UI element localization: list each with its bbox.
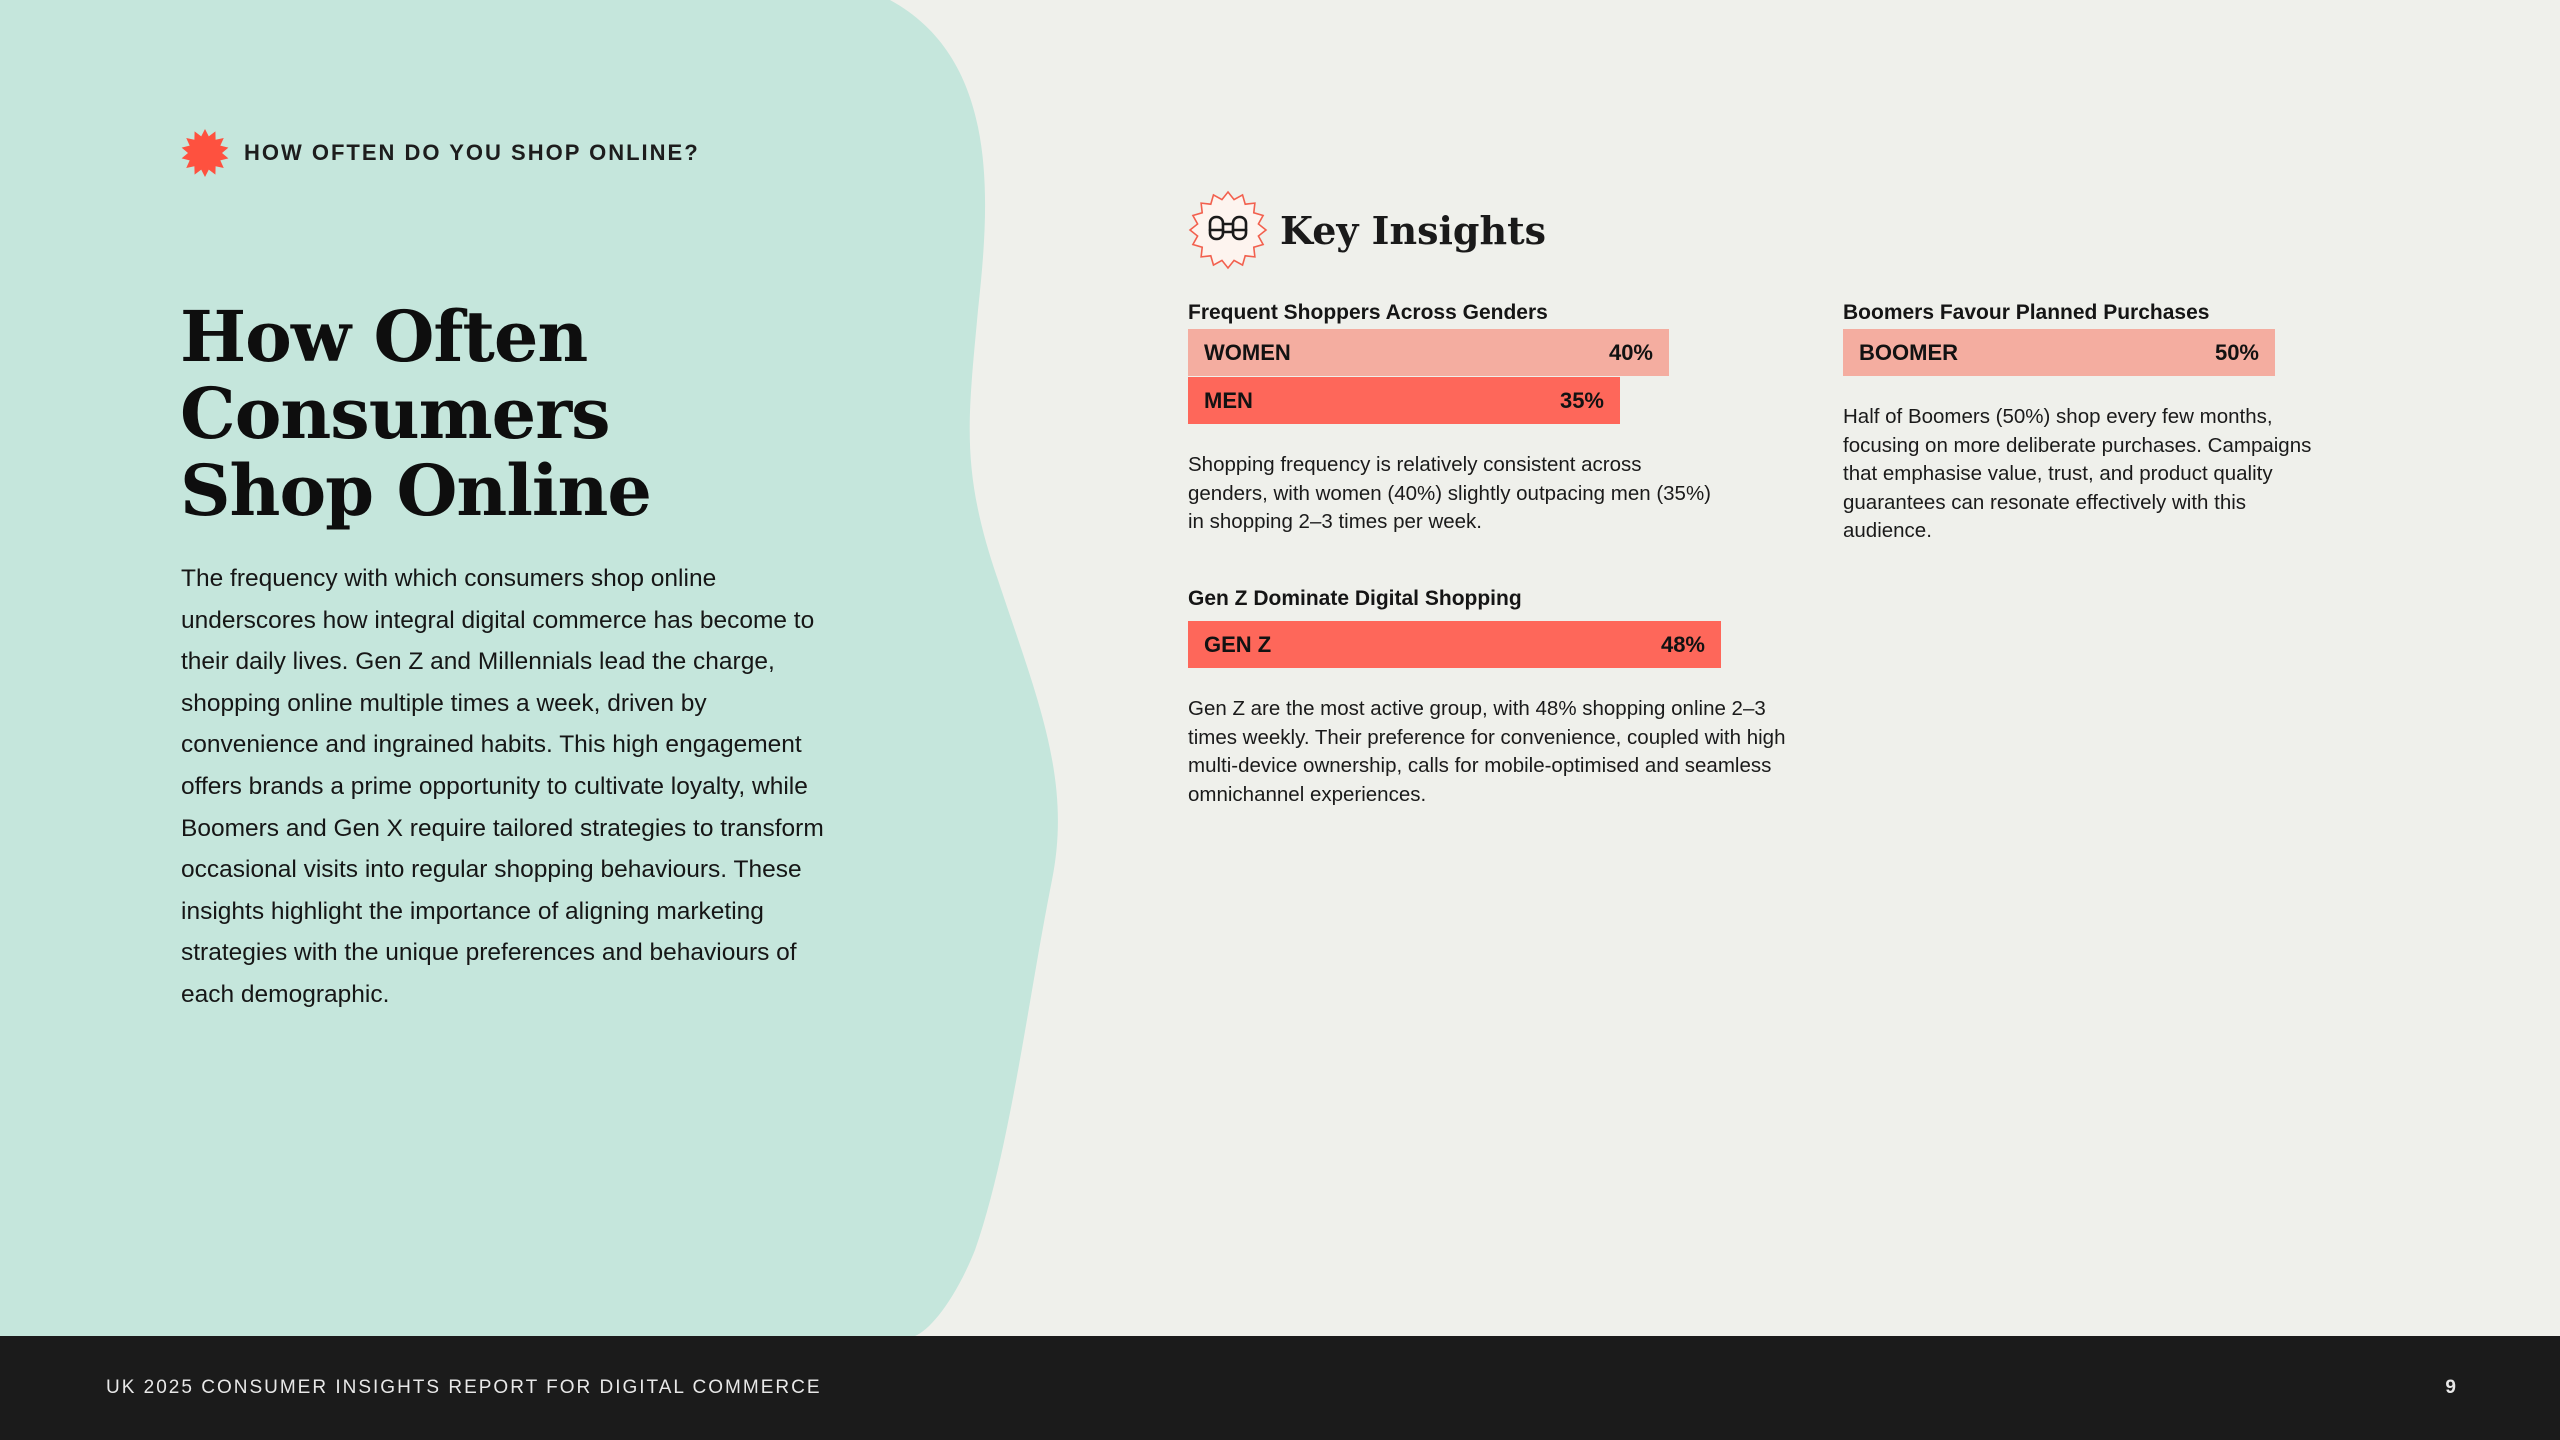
title-line-3: Shop Online <box>180 449 651 532</box>
page-title <box>180 295 900 532</box>
bar-genz-label: GEN Z <box>1204 631 1272 657</box>
bar-boomer <box>1843 329 2275 376</box>
bar-boomer-value: 50% <box>2214 339 2259 365</box>
bar-boomer-label: BOOMER <box>1859 339 1958 365</box>
key-insights-header <box>1188 190 1546 270</box>
insight-boomers-text: Half of Boomers (50%) shop every few months, focusing on more deliberate purchases. Campaigns that emphasise value, trust, and product quality guarantees can resonate effectively with this audience. <box>1843 405 2312 543</box>
title-line-1: How Often <box>180 295 588 378</box>
page-number: 9 <box>2445 1377 2456 1398</box>
key-insights-title: Key Insights <box>1280 207 1547 253</box>
title-line-2: Consumers <box>180 372 610 455</box>
insight-genz-text: Gen Z are the most active group, with 48% shopping online 2–3 times weekly. Their preference for convenience, coupled with high multi-device ownership, calls for mobile-optimised and seamless omnichannel experiences. <box>1188 697 1786 806</box>
bar-women <box>1188 329 1669 376</box>
starburst-icon <box>180 128 230 178</box>
insight-genz-heading: Gen Z Dominate Digital Shopping <box>1188 587 1522 610</box>
eyebrow-text: HOW OFTEN DO YOU SHOP ONLINE? <box>244 140 700 165</box>
bar-genz <box>1188 621 1721 668</box>
bar-genz-value: 48% <box>1660 631 1705 657</box>
insight-genders-text: Shopping frequency is relatively consistent across genders, with women (40%) slightly outpacing men (35%) in shopping 2–3 times per week. <box>1188 453 1712 534</box>
insight-genz <box>1188 584 1788 809</box>
section-eyebrow <box>180 128 700 178</box>
binoculars-icon <box>1188 190 1268 270</box>
footer <box>0 1336 2560 1440</box>
footer-report-title: UK 2025 CONSUMER INSIGHTS REPORT FOR DIGITAL COMMERCE <box>106 1377 822 1398</box>
insight-genders-heading: Frequent Shoppers Across Genders <box>1188 301 1548 324</box>
bar-women-label: WOMEN <box>1204 339 1291 365</box>
bar-men-value: 35% <box>1559 387 1604 413</box>
intro-paragraph: The frequency with which consumers shop online underscores how integral digital commerce has become to their daily lives. Gen Z and Millennials lead the charge, shopping online multiple times a week, driven by convenience and ingrained habits. This high engagement offers brands a prime opportunity to cultivate loyalty, while Boomers and Gen X require tailored strategies to transform occasional visits into regular shopping behaviours. These insights highlight the importance of aligning marketing strategies with the unique preferences and behaviours of each demographic. <box>181 565 824 1008</box>
bar-women-value: 40% <box>1608 339 1653 365</box>
bar-men-label: MEN <box>1204 387 1253 413</box>
bar-men <box>1188 377 1620 424</box>
insight-boomers <box>1843 298 2323 546</box>
insight-genders <box>1188 298 1788 537</box>
insight-boomers-heading: Boomers Favour Planned Purchases <box>1843 301 2210 324</box>
